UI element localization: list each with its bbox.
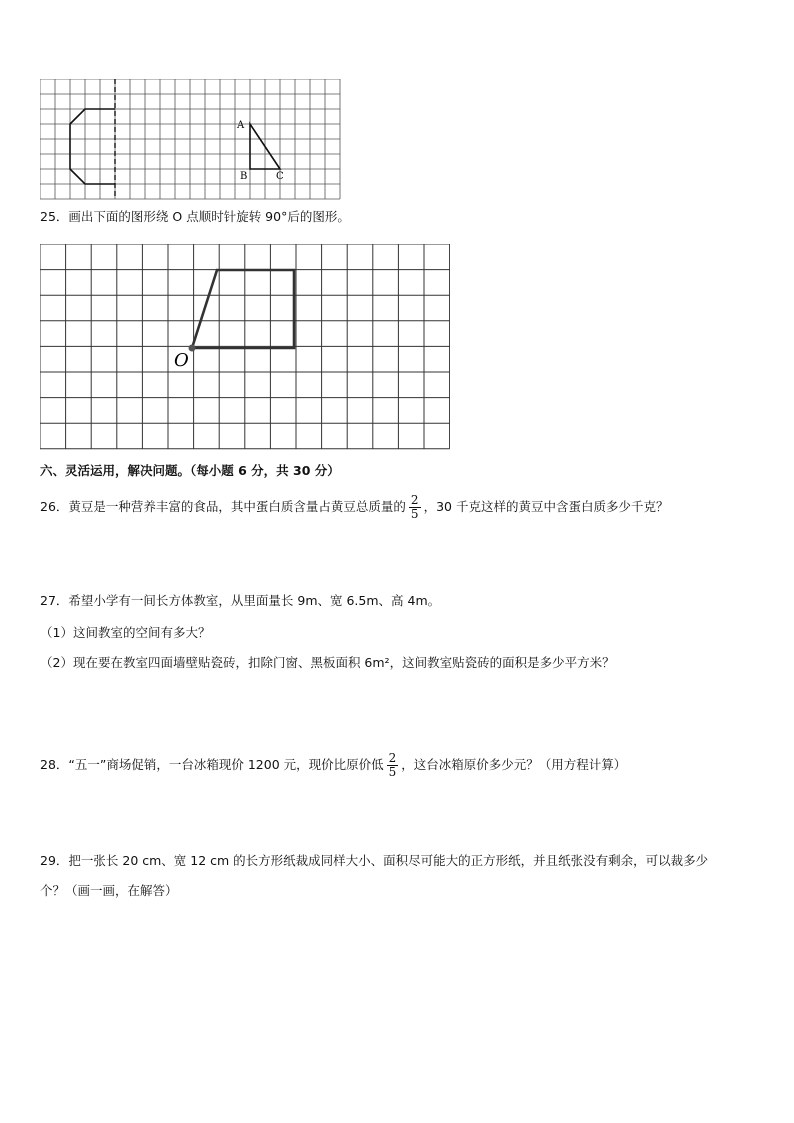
fraction-numerator: 2 bbox=[410, 493, 419, 507]
fraction-numerator: 2 bbox=[388, 751, 397, 765]
section-title: 六、灵活运用，解决问题。（每小题 6 分，共 30 分） bbox=[40, 463, 340, 478]
label-b: B bbox=[240, 171, 248, 182]
trapezoid-shape bbox=[192, 270, 294, 348]
fraction-denominator: 5 bbox=[410, 507, 419, 521]
symmetry-grid-figure bbox=[40, 79, 342, 201]
q28-text-after: ，这台冰箱原价多少元？（用方程计算） bbox=[401, 757, 627, 772]
question-29-line2: 个？（画一画，在解答） bbox=[40, 883, 178, 898]
half-octagon-shape bbox=[70, 109, 115, 184]
question-26 bbox=[40, 494, 668, 521]
label-a: A bbox=[237, 120, 245, 131]
question-28 bbox=[40, 752, 626, 779]
question-25: 25．画出下面的图形绕 O 点顺时针旋转 90°后的图形。 bbox=[40, 209, 350, 224]
question-27-sub1: （1）这间教室的空间有多大？ bbox=[40, 625, 211, 640]
question-29-line1: 29．把一张长 20 cm、宽 12 cm 的长方形纸裁成同样大小、面积尽可能大的正方形纸，并且纸张没有剩余，可以裁多少 bbox=[40, 853, 709, 868]
q28-text-before: 28．“五一”商场促销，一台冰箱现价 1200 元，现价比原价低 bbox=[40, 757, 384, 772]
fraction-denominator: 5 bbox=[388, 765, 397, 779]
grid-lines bbox=[40, 79, 340, 199]
point-o-label: O bbox=[174, 350, 189, 371]
question-27-stem: 27．希望小学有一间长方体教室，从里面量长 9m、宽 6.5m、高 4m。 bbox=[40, 593, 441, 608]
rotation-grid-figure bbox=[40, 244, 450, 452]
label-c: C bbox=[276, 171, 284, 182]
q26-text-before: 26．黄豆是一种营养丰富的食品，其中蛋白质含量占黄豆总质量的 bbox=[40, 499, 406, 514]
point-o-dot bbox=[189, 345, 196, 352]
q26-fraction bbox=[409, 494, 421, 521]
question-27-sub2: （2）现在要在教室四面墙壁贴瓷砖，扣除门窗、黑板面积 6m²，这间教室贴瓷砖的面积是多少平方米？ bbox=[40, 655, 615, 670]
q26-text-after: ，30 千克这样的黄豆中含蛋白质多少千克？ bbox=[423, 499, 669, 514]
q28-fraction bbox=[387, 752, 399, 779]
grid-lines bbox=[40, 244, 450, 449]
